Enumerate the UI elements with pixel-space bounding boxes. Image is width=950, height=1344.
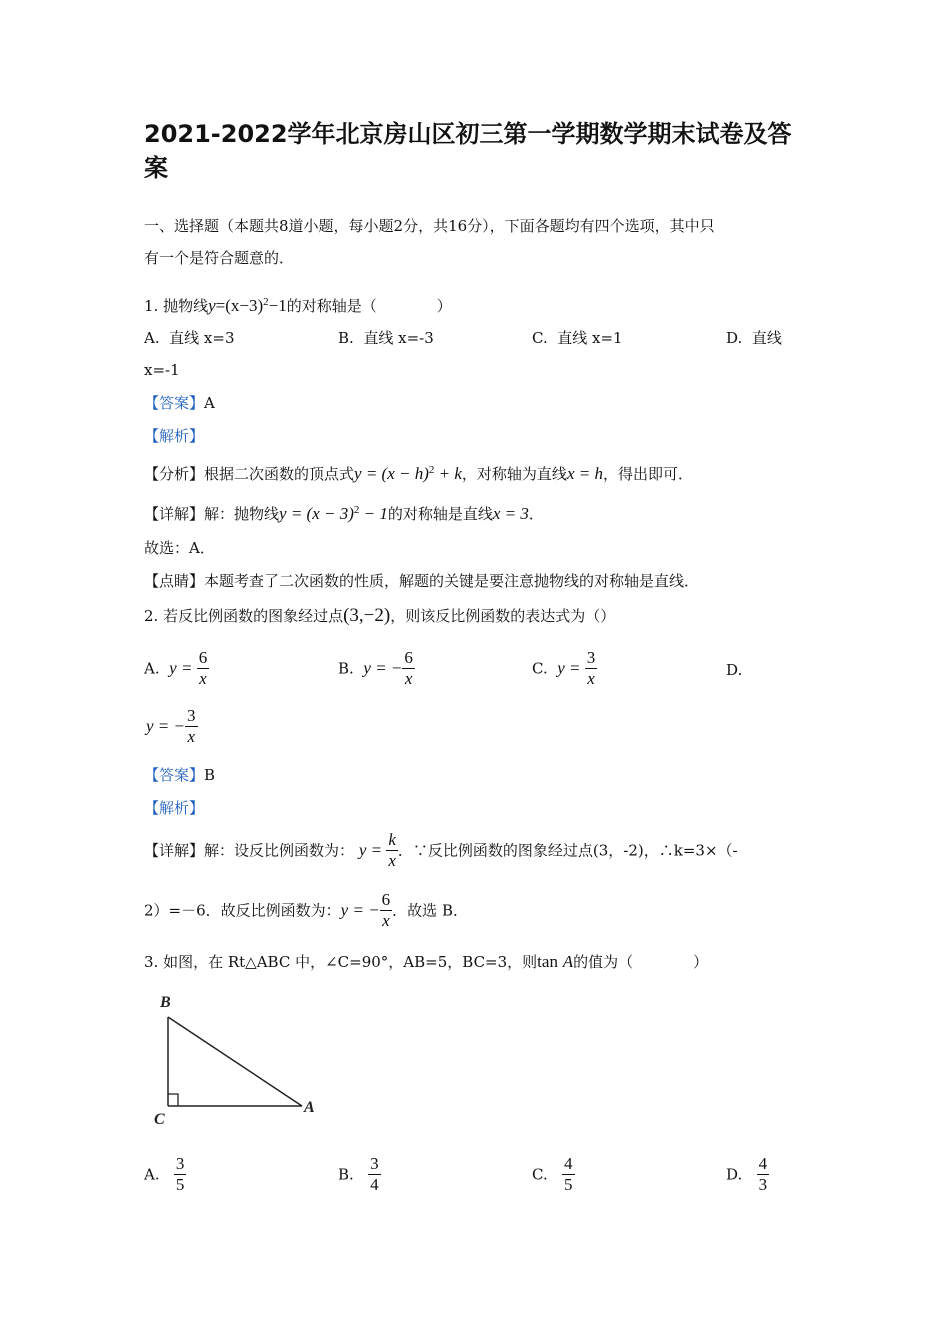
q2-option-c	[532, 648, 597, 689]
answer-value: B	[204, 766, 216, 784]
option-label: B.	[338, 659, 354, 678]
xiangjie-text: 的对称轴是直线	[387, 505, 493, 523]
xiangjie-fraction	[380, 890, 393, 931]
option-label: C.	[532, 659, 548, 678]
option-fraction	[402, 648, 415, 689]
q1-number: 1.	[144, 297, 159, 315]
q2-stem	[144, 606, 615, 626]
fraction-denominator: 4	[370, 1175, 379, 1194]
fenxi-eq2: x = h	[566, 464, 603, 483]
fraction-numerator: 3	[187, 706, 196, 725]
option-label: D.	[726, 1165, 743, 1184]
fenxi-eq: y = (x − h)	[354, 464, 429, 483]
fraction-numerator: 6	[381, 890, 391, 909]
q2-answer	[144, 765, 215, 785]
answer-tag: 【答案】	[144, 766, 205, 784]
option-text: 直线 x=3	[169, 329, 235, 347]
q2-point: (3,−2)	[343, 605, 391, 626]
option-fraction	[585, 648, 598, 689]
right-angle-mark	[168, 1094, 178, 1106]
q3-option-c	[532, 1154, 575, 1195]
q2-option-a	[144, 648, 209, 689]
vertex-label-c: C	[154, 1111, 165, 1128]
q2-option-d-label: D.	[726, 661, 743, 679]
q1-answer	[144, 393, 215, 413]
fraction-denominator: 3	[758, 1175, 768, 1194]
xiangjie-text: 解：抛物线	[204, 505, 280, 523]
option-lhs: y =	[169, 658, 197, 678]
option-label: C.	[532, 1165, 548, 1184]
q3-text: 如图，在 Rt△ABC 中，∠C=90°，AB=5，BC=3，则	[163, 953, 538, 971]
fraction-denominator: x	[587, 669, 595, 688]
fraction-numerator: k	[388, 830, 396, 849]
q1-eq-exp: 2	[263, 296, 269, 308]
q3-tan-angle: A	[562, 952, 574, 971]
q3-option-a	[144, 1154, 186, 1195]
dianjing-tag: 【点睛】	[144, 572, 205, 590]
q1-suffix: 的对称轴是（ ）	[286, 297, 452, 315]
triangle-figure	[150, 990, 330, 1130]
q1-xiangjie	[144, 500, 544, 524]
option-text: 直线 x=1	[557, 329, 623, 347]
option-label: A.	[144, 659, 160, 678]
option-label: B.	[338, 1165, 354, 1184]
q1-eq-mid: =(x−3)	[215, 296, 264, 315]
xiangjie-eq-tail: − 1	[359, 504, 388, 523]
xiangjie-exp: 2	[353, 504, 360, 516]
q2-number: 2.	[144, 607, 159, 625]
q3-option-b	[338, 1154, 381, 1195]
xiangjie-lhs: y =	[358, 840, 387, 860]
q2-prefix: 若反比例函数的图象经过点	[163, 607, 344, 625]
option-lhs: y = −	[146, 716, 185, 736]
answer-tag: 【答案】	[144, 394, 205, 412]
fraction-numerator: 3	[175, 1154, 185, 1173]
option-label: A.	[144, 329, 160, 347]
fraction-numerator: 4	[564, 1154, 573, 1173]
option-fraction	[562, 1154, 575, 1195]
answer-value: A	[204, 394, 215, 412]
dianjing-text: 本题考查了二次函数的性质，解题的关键是要注意抛物线的对称轴是直线．	[204, 572, 700, 590]
fraction-denominator: x	[388, 851, 396, 870]
q3-stem	[144, 952, 708, 972]
option-fraction	[185, 706, 198, 747]
page-title-line1: 2021-2022学年北京房山区初三第一学期数学期末试卷及答	[144, 120, 792, 148]
page-title-line2: 案	[144, 154, 168, 182]
q2-jiexi-tag: 【解析】	[144, 799, 205, 817]
q1-option-c	[532, 328, 623, 348]
side-ab	[168, 1017, 302, 1106]
q1-eq-tail: −1	[268, 296, 287, 315]
fenxi-text: ，对称轴为直线	[461, 465, 567, 483]
xiangjie-eq: y = (x − 3)	[279, 504, 354, 523]
q2-option-d	[146, 706, 198, 747]
section-intro-line1: 一、选择题（本题共8道小题，每小题2分，共16分），下面各题均有四个选项，其中只	[144, 217, 715, 235]
option-label: B.	[338, 329, 354, 347]
fenxi-text: 根据二次函数的顶点式	[204, 465, 355, 483]
option-fraction	[368, 1154, 381, 1195]
fraction-denominator: x	[187, 727, 196, 746]
fraction-numerator: 4	[758, 1154, 768, 1173]
fraction-denominator: x	[404, 669, 413, 688]
q1-option-d	[726, 328, 782, 348]
xiangjie-text: 解：设反比例函数为：	[204, 841, 355, 860]
fraction-numerator: 6	[404, 648, 413, 667]
option-fraction	[197, 648, 210, 689]
fraction-denominator: 5	[564, 1175, 573, 1194]
xiangjie-tag: 【详解】	[144, 505, 205, 523]
q3-option-d	[726, 1154, 769, 1195]
q1-option-d-wrap: x=-1	[144, 361, 180, 379]
q1-option-a	[144, 328, 235, 348]
option-fraction	[757, 1154, 770, 1195]
q1-guxuan: 故选：A．	[144, 539, 215, 557]
option-label: C.	[532, 329, 548, 347]
option-lhs: y =	[557, 658, 585, 678]
option-label: A.	[144, 1165, 160, 1184]
q1-stem	[144, 292, 452, 316]
fraction-numerator: 3	[370, 1154, 379, 1173]
q2-suffix: ，则该反比例函数的表达式为（）	[390, 607, 616, 625]
xiangjie-lhs: y = −	[340, 900, 380, 920]
q1-option-b	[338, 328, 434, 348]
option-lhs: y = −	[363, 658, 403, 678]
q3-number: 3.	[144, 953, 159, 971]
q2-xiangjie-line2	[144, 890, 468, 931]
fraction-numerator: 3	[586, 648, 596, 667]
vertex-label-b: B	[160, 994, 171, 1011]
xiangjie-text: ．∵反比例函数的图象经过点(3，-2)，∴k=3×（-	[397, 841, 738, 860]
xiangjie-text: ．	[528, 505, 544, 523]
q2-option-b	[338, 648, 415, 689]
fraction-denominator: x	[382, 911, 390, 930]
option-text: 直线 x=-3	[363, 329, 434, 347]
fraction-numerator: 6	[198, 648, 208, 667]
option-text: 直线	[751, 329, 782, 347]
q2-xiangjie-line1	[144, 830, 738, 871]
q3-tan: tan	[537, 952, 558, 971]
q1-eq-y: y	[208, 296, 216, 315]
fenxi-exp: 2	[428, 464, 435, 476]
q1-prefix: 抛物线	[163, 297, 209, 315]
fraction-denominator: 5	[175, 1175, 185, 1194]
q1-dianjing	[144, 571, 699, 591]
fenxi-tag: 【分析】	[144, 465, 205, 483]
option-label: D.	[726, 329, 743, 347]
xiangjie-tag: 【详解】	[144, 841, 205, 860]
vertex-label-a: A	[304, 1099, 315, 1116]
fenxi-eq-tail: + k	[434, 464, 462, 483]
fenxi-text: ，得出即可．	[602, 465, 693, 483]
xiangjie-fraction	[386, 830, 398, 871]
xiangjie-text: 2）=－6．故反比例函数为：	[144, 901, 341, 920]
xiangjie-eq2: x = 3	[492, 504, 529, 523]
q3-text: 的值为（ ）	[573, 953, 709, 971]
xiangjie-text: ．故选 B．	[392, 901, 468, 920]
fraction-denominator: x	[199, 669, 207, 688]
option-fraction	[174, 1154, 187, 1195]
q1-fenxi	[144, 460, 693, 484]
section-intro-line2: 有一个是符合题意的．	[144, 249, 295, 267]
q1-jiexi-tag: 【解析】	[144, 427, 205, 445]
